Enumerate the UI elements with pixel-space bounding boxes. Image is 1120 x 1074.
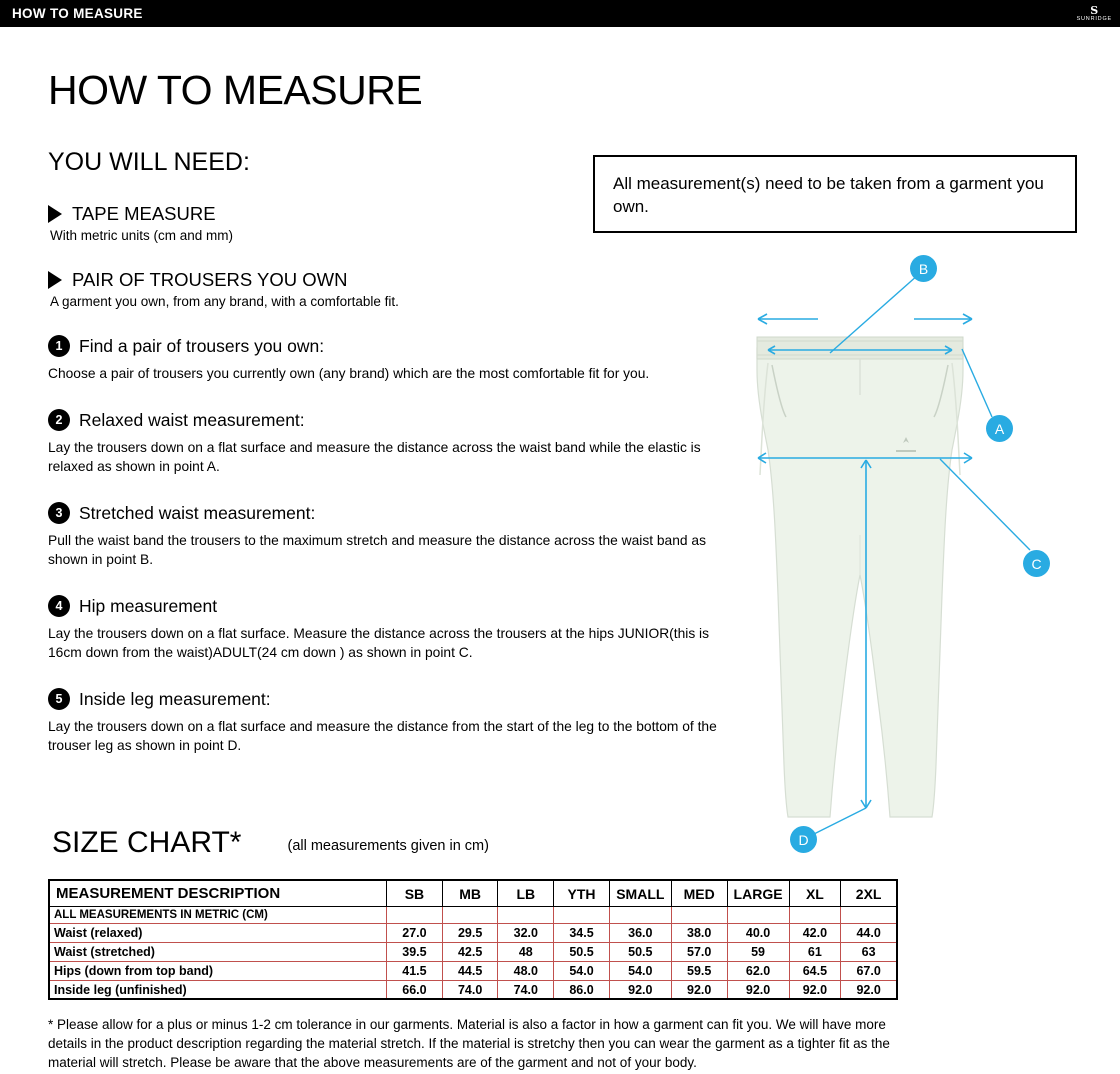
step-number: 1 [48, 335, 70, 357]
requirement-label: TAPE MEASURE [72, 203, 216, 224]
column-header-2xl: 2XL [841, 881, 897, 907]
row-value: 41.5 [387, 962, 443, 981]
callout-b: B [910, 255, 937, 282]
step-body: Lay the trousers down on a flat surface and measure the distance from the start of the leg to the bottom of the trouser leg as shown in point D. [48, 719, 717, 754]
brand-mark: S [1090, 3, 1099, 17]
size-chart-title: SIZE CHART* [52, 826, 242, 859]
column-header-med: MED [671, 881, 727, 907]
row-value: 54.0 [554, 962, 610, 981]
row-value: 86.0 [554, 981, 610, 1000]
requirement-label: PAIR OF TROUSERS YOU OWN [72, 269, 348, 290]
table-row-metric-note [50, 907, 897, 924]
callout-c: C [1023, 550, 1050, 577]
row-value: 44.0 [841, 924, 897, 943]
step-body: Lay the trousers down on a flat surface. Measure the distance across the trousers at the hips JUNIOR(this is 16cm down from the waist)ADULT(24 cm down ) as shown in point C. [48, 626, 710, 661]
metric-note-cell [671, 907, 727, 924]
callout-d: D [790, 826, 817, 853]
column-header-yth: YTH [554, 881, 610, 907]
metric-note-cell [442, 907, 498, 924]
requirement-trousers [44, 269, 734, 309]
step-2 [48, 409, 734, 476]
row-value: 57.0 [671, 943, 727, 962]
row-value: 48.0 [498, 962, 554, 981]
metric-note-cell [498, 907, 554, 924]
callout-a: A [986, 415, 1013, 442]
triangle-bullet-icon [48, 205, 62, 223]
size-chart-table [49, 880, 897, 1000]
row-value: 92.0 [609, 981, 671, 1000]
row-value: 27.0 [387, 924, 443, 943]
metric-note-cell [841, 907, 897, 924]
row-value: 42.5 [442, 943, 498, 962]
table-row [50, 943, 897, 962]
step-1 [48, 335, 734, 383]
size-chart-header [48, 826, 489, 860]
step-5 [48, 688, 734, 755]
row-value: 92.0 [671, 981, 727, 1000]
requirement-sub: With metric units (cm and mm) [50, 228, 234, 243]
step-title: Inside leg measurement: [79, 688, 271, 709]
brand-name: SUNRIDGE [1076, 15, 1112, 22]
row-value: 74.0 [442, 981, 498, 1000]
column-header-sb: SB [387, 881, 443, 907]
table-header-row [50, 881, 897, 907]
column-header-large: LARGE [727, 881, 789, 907]
step-3 [48, 502, 734, 569]
step-4 [48, 595, 734, 662]
measurement-note-box: All measurement(s) need to be taken from a garment you own. [593, 155, 1077, 233]
row-value: 92.0 [841, 981, 897, 1000]
metric-note-cell [387, 907, 443, 924]
row-label: Inside leg (unfinished) [50, 981, 387, 1000]
row-value: 92.0 [727, 981, 789, 1000]
trousers-shape [757, 337, 963, 817]
row-value: 67.0 [841, 962, 897, 981]
row-value: 64.5 [789, 962, 841, 981]
page-title: HOW TO MEASURE [48, 67, 423, 113]
top-bar-title: HOW TO MEASURE [12, 6, 143, 21]
you-will-need-heading: YOU WILL NEED: [48, 148, 250, 176]
metric-note-cell [554, 907, 610, 924]
column-header-mb: MB [442, 881, 498, 907]
requirement-sub: A garment you own, from any brand, with a comfortable fit. [50, 294, 399, 309]
step-body: Lay the trousers down on a flat surface and measure the distance across the waist band while the elastic is relaxed as shown in point A. [48, 440, 701, 475]
table-row [50, 962, 897, 981]
step-title: Find a pair of trousers you own: [79, 335, 325, 356]
column-header-small: SMALL [609, 881, 671, 907]
row-value: 40.0 [727, 924, 789, 943]
triangle-bullet-icon [48, 271, 62, 289]
step-number: 5 [48, 688, 70, 710]
table-row [50, 924, 897, 943]
row-value: 39.5 [387, 943, 443, 962]
row-value: 44.5 [442, 962, 498, 981]
row-value: 50.5 [609, 943, 671, 962]
row-value: 34.5 [554, 924, 610, 943]
left-column [44, 148, 734, 755]
row-value: 74.0 [498, 981, 554, 1000]
row-value: 38.0 [671, 924, 727, 943]
column-header-description: MEASUREMENT DESCRIPTION [50, 881, 387, 907]
column-header-xl: XL [789, 881, 841, 907]
step-number: 4 [48, 595, 70, 617]
trousers-diagram [700, 245, 1100, 865]
table-row [50, 981, 897, 1000]
row-value: 29.5 [442, 924, 498, 943]
row-value: 50.5 [554, 943, 610, 962]
footnote: * Please allow for a plus or minus 1-2 cm tolerance in our garments. Material is also a factor in how a garment can fit you. We will have more details in the product description regarding the material stretch. If the material is stretchy then you can wear the garment as a tighter fit as the material will stretch. Please be aware that the above measurements are of the garment and not of your body. [48, 1017, 890, 1070]
row-value: 66.0 [387, 981, 443, 1000]
row-value: 59.5 [671, 962, 727, 981]
step-body: Pull the waist band the trousers to the maximum stretch and measure the distance across the waist band as shown in point B. [48, 533, 706, 568]
row-value: 36.0 [609, 924, 671, 943]
row-label: Waist (stretched) [50, 943, 387, 962]
row-value: 48 [498, 943, 554, 962]
size-chart-note: (all measurements given in cm) [287, 838, 489, 854]
step-title: Relaxed waist measurement: [79, 409, 305, 430]
column-header-lb: LB [498, 881, 554, 907]
row-value: 92.0 [789, 981, 841, 1000]
step-number: 2 [48, 409, 70, 431]
row-value: 62.0 [727, 962, 789, 981]
row-value: 63 [841, 943, 897, 962]
brand-logo [1077, 5, 1112, 23]
row-label: Waist (relaxed) [50, 924, 387, 943]
step-title: Hip measurement [79, 595, 218, 616]
step-body: Choose a pair of trousers you currently own (any brand) which are the most comfortable fit for you. [48, 366, 650, 381]
row-value: 32.0 [498, 924, 554, 943]
row-value: 42.0 [789, 924, 841, 943]
row-value: 61 [789, 943, 841, 962]
metric-note-cell [789, 907, 841, 924]
metric-note-label: ALL MEASUREMENTS IN METRIC (CM) [50, 907, 387, 924]
row-label: Hips (down from top band) [50, 962, 387, 981]
step-number: 3 [48, 502, 70, 524]
metric-note-cell [727, 907, 789, 924]
top-bar [0, 0, 1120, 27]
row-value: 59 [727, 943, 789, 962]
step-title: Stretched waist measurement: [79, 502, 316, 523]
row-value: 54.0 [609, 962, 671, 981]
metric-note-cell [609, 907, 671, 924]
